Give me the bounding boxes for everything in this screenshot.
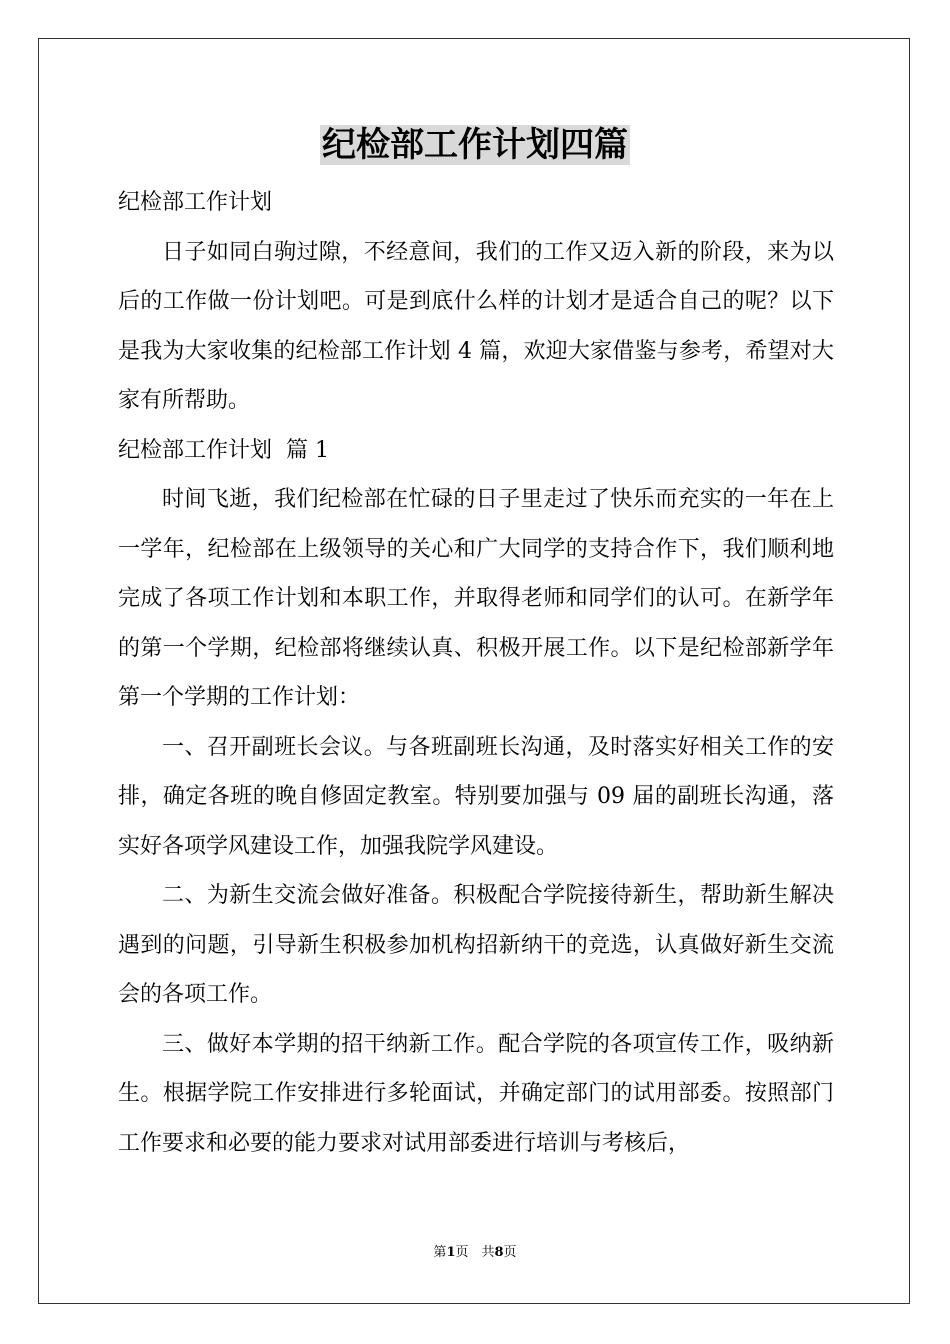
- page-current: 1: [446, 1245, 456, 1260]
- paragraph: 时间飞逝，我们纪检部在忙碌的日子里走过了快乐而充实的一年在上一学年，纪检部在上级领导的关心和广大同学的支持合作下，我们顺利地完成了各项工作计划和本职工作，并取得老师和同学们的认可。在新学年的第一个学期，纪检部将继续认真、积极开展工作。以下是纪检部新学年第一个学期的工作计划：: [118, 487, 834, 710]
- paragraph: 纪检部工作计划: [118, 190, 273, 215]
- page-footer: [0, 1244, 950, 1262]
- paragraph: 三、做好本学期的招干纳新工作。配合学院的各项宣传工作，吸纳新生。根据学院工作安排进行多轮面试，并确定部门的试用部委。按照部门工作要求和必要的能力要求对试用部委进行培训与考核后，: [118, 1031, 834, 1156]
- paragraph: 二、为新生交流会做好准备。积极配合学院接待新生，帮助新生解决遇到的问题，引导新生积极参加机构招新纳干的竞选，认真做好新生交流会的各项工作。: [118, 883, 834, 1007]
- page-suffix: 页: [503, 1245, 517, 1260]
- document-title-text: 纪检部工作计划四篇: [322, 125, 628, 165]
- paragraph: 日子如同白驹过隙，不经意间，我们的工作又迈入新的阶段，来为以后的工作做一份计划吧。可是到底什么样的计划才是适合自己的呢？以下是我为大家收集的纪检部工作计划 4 篇，欢迎大家借鉴与参考，希望对大家有所帮助。: [118, 239, 834, 413]
- page-prefix: 第: [433, 1245, 447, 1260]
- page-total: 8: [494, 1245, 504, 1260]
- page-mid: 页 共: [455, 1245, 495, 1260]
- document-body: [118, 178, 834, 1168]
- document-title: [0, 122, 950, 168]
- section-heading: 纪检部工作计划 篇 1: [118, 437, 329, 463]
- paragraph: 一、召开副班长会议。与各班副班长沟通，及时落实好相关工作的安排，确定各班的晚自修固定教室。特别要加强与 09 届的副班长沟通，落实好各项学风建设工作，加强我院学风建设。: [118, 734, 834, 859]
